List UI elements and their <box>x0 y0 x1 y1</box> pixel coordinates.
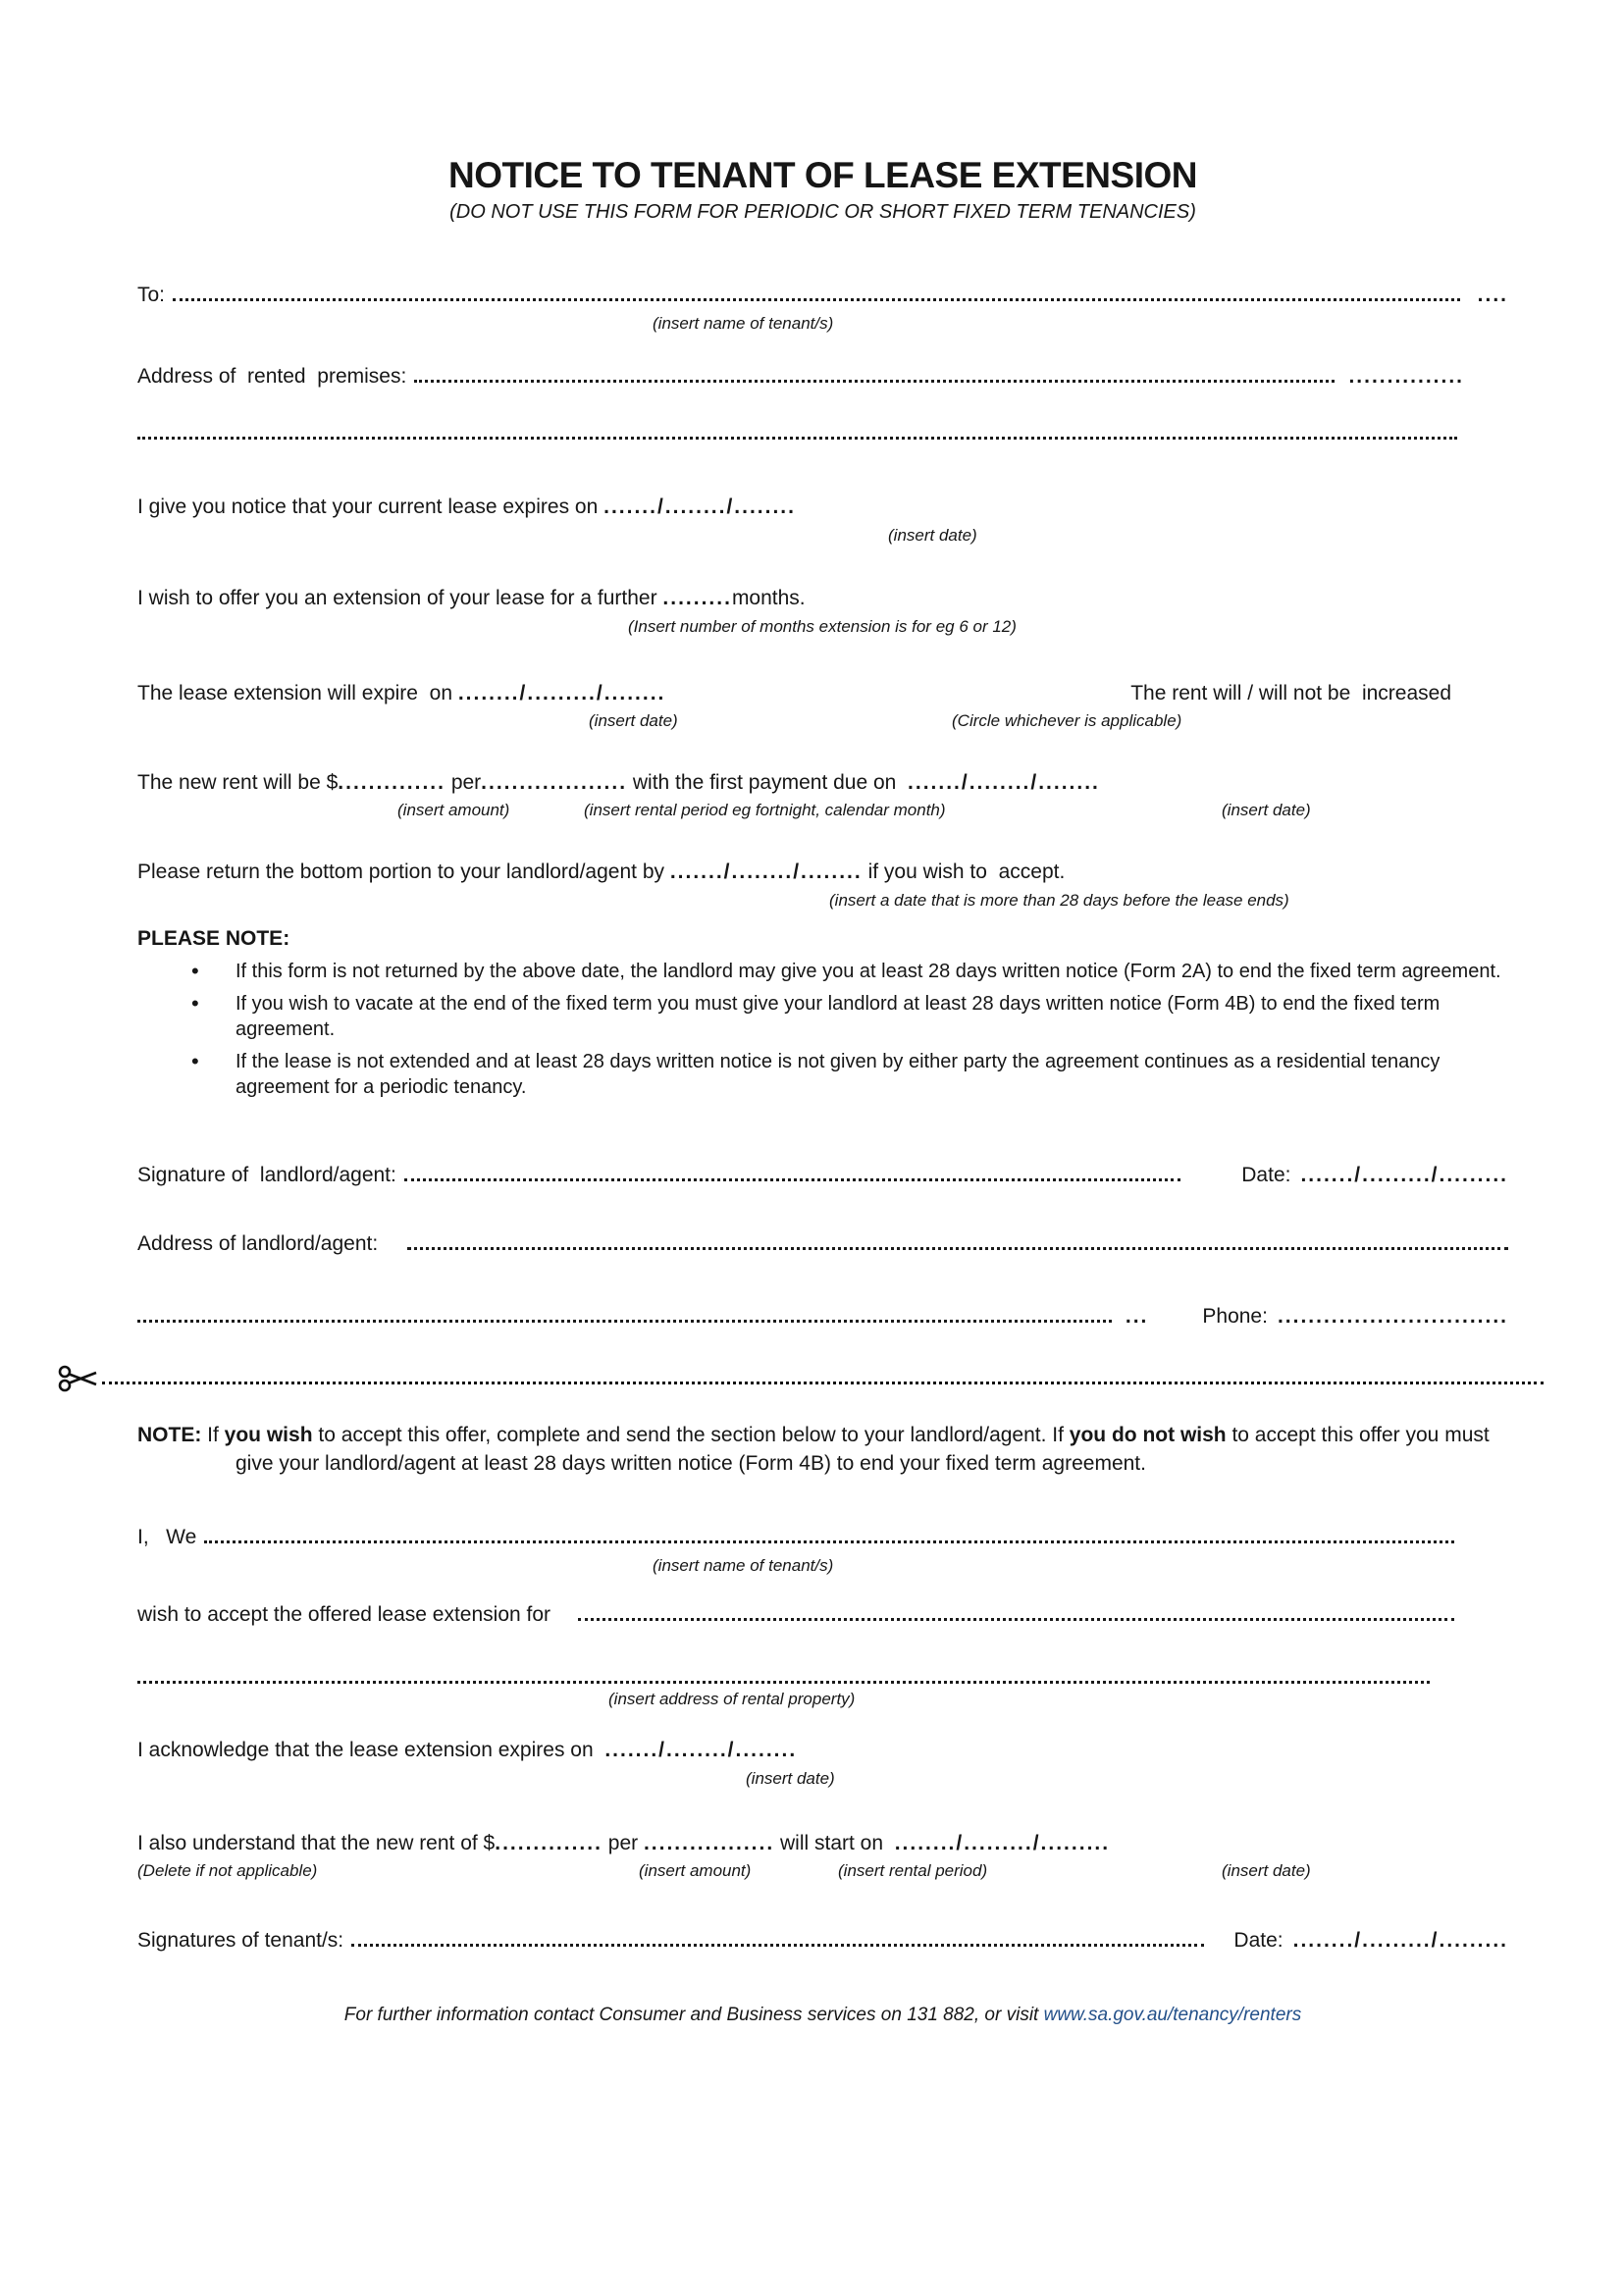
landlord-address-fill-line <box>407 1247 1508 1250</box>
scissors-icon <box>57 1363 100 1399</box>
extension-expiry-captions <box>137 711 1508 733</box>
new-rent-ack-text-3: will start on <box>774 1832 895 1854</box>
form-subtitle: (DO NOT USE THIS FORM FOR PERIODIC OR SHORT FIXED TERM TENANCIES) <box>449 201 1196 223</box>
please-note-bullet-3: • If the lease is not extended and at least 28 days written notice is not given by either party the agreement continues as a residential tenancy agreement for a periodic tenancy. <box>137 1049 1508 1100</box>
date-label: Date: <box>1233 1929 1283 1952</box>
please-note-bullet-1: • If this form is not returned by the above date, the landlord may give you at least 28 days written notice (Form 2A) to end the fixed term agreement. <box>137 959 1508 984</box>
cut-note-label: NOTE: <box>137 1424 202 1446</box>
new-rent-text-1: The new rent will be $ <box>137 771 339 794</box>
new-rent-amount-fill: .............. <box>338 771 445 794</box>
footer <box>137 2005 1508 2026</box>
tenant-signatures-row <box>137 1928 1508 1954</box>
new-rent-row <box>137 770 1508 796</box>
footer-link[interactable]: www.sa.gov.au/tenancy/renters <box>1043 2005 1302 2025</box>
insert-rental-period-caption: (insert rental period) <box>838 1861 988 1880</box>
new-rent-text-2: per <box>445 771 482 794</box>
new-rent-text-3: with the first payment due on <box>627 771 909 794</box>
new-rent-ack-captions <box>137 1861 1508 1883</box>
form-title: NOTICE TO TENANT OF LEASE EXTENSION <box>448 155 1197 195</box>
return-by-text-1: Please return the bottom portion to your landlord/agent by <box>137 861 670 883</box>
tenant-signatures-label: Signatures of tenant/s: <box>137 1929 344 1952</box>
extension-expiry-row <box>137 681 1508 706</box>
tenant-name-fill-tail: .... <box>1477 284 1508 306</box>
acknowledge-date-fill: ......./......../........ <box>604 1739 798 1761</box>
phone-fill: .............................. <box>1277 1305 1508 1328</box>
tenant-date-fill: ......../........./......... <box>1292 1929 1508 1952</box>
rented-premises-fill-line <box>414 380 1335 383</box>
landlord-date-fill: ......./........./......... <box>1300 1164 1508 1186</box>
cut-note-bold-2: you do not wish <box>1069 1424 1227 1446</box>
tenant-names-fill-line <box>204 1540 1454 1543</box>
tenant-signatures-fill-line <box>351 1944 1204 1947</box>
new-rent-ack-period-fill: ................. <box>643 1832 775 1854</box>
extension-offer-text: I wish to offer you an extension of your lease for a further <box>137 587 663 609</box>
tenant-name-caption: (insert name of tenant/s) <box>653 1556 834 1575</box>
insert-date-caption: (insert date) <box>589 711 678 730</box>
insert-date-caption: (insert date) <box>888 526 977 545</box>
please-note-heading: PLEASE NOTE: <box>137 927 290 950</box>
landlord-address-fill-line-2 <box>137 1320 1112 1323</box>
new-rent-captions <box>137 801 1508 822</box>
wish-accept-text: wish to accept the offered lease extension for <box>137 1603 551 1626</box>
new-rent-ack-text-1: I also understand that the new rent of $ <box>137 1832 496 1854</box>
lease-expires-date-fill: ......./......../........ <box>603 496 796 518</box>
phone-label: Phone: <box>1202 1305 1268 1328</box>
rented-premises-fill-tail: ............... <box>1348 365 1464 388</box>
return-by-row <box>137 860 1508 885</box>
lease-expires-row <box>137 495 1508 520</box>
lease-expires-text: I give you notice that your current lease expires on <box>137 496 604 518</box>
cut-note-text-2: to accept this offer, complete and send the section below to your landlord/agent. If <box>312 1424 1070 1446</box>
extension-expiry-date-fill: ......../........./........ <box>457 682 666 704</box>
cut-note-paragraph <box>137 1421 1508 1478</box>
landlord-address-row <box>137 1231 1508 1257</box>
landlord-phone-row <box>137 1304 1508 1330</box>
return-date-caption: (insert a date that is more than 28 days before the lease ends) <box>829 891 1289 910</box>
please-note-bullet-2: • If you wish to vacate at the end of the fixed term you must give your landlord at least 28 days written notice (Form 4B) to end the fixed term agreement. <box>137 991 1508 1042</box>
cut-here-dotted-rule <box>102 1378 1544 1384</box>
new-rent-date-fill: ......./......../........ <box>908 771 1100 794</box>
footer-text: For further information contact Consumer and Business services on 131 882, or visit <box>343 2005 1044 2025</box>
rental-property-caption: (insert address of rental property) <box>608 1690 856 1708</box>
insert-date-caption: (insert date) <box>1222 801 1311 819</box>
rented-premises-label: Address of rented premises: <box>137 365 407 388</box>
landlord-signature-label: Signature of landlord/agent: <box>137 1164 396 1186</box>
to-row <box>137 283 1508 308</box>
acknowledge-row <box>137 1738 1508 1763</box>
landlord-address-fill-tail: ... <box>1125 1305 1149 1328</box>
new-rent-ack-row <box>137 1831 1508 1856</box>
insert-amount-caption: (insert amount) <box>639 1861 752 1880</box>
new-rent-period-fill: ................... <box>481 771 628 794</box>
insert-months-caption: (Insert number of months extension is for eg 6 or 12) <box>628 617 1017 636</box>
tenant-name-fill-line <box>173 298 1460 301</box>
new-rent-ack-date-fill: ......../........./......... <box>894 1832 1111 1854</box>
to-label: To: <box>137 284 166 306</box>
return-by-date-fill: ......./......../........ <box>669 861 863 883</box>
insert-date-caption: (insert date) <box>1222 1861 1311 1880</box>
insert-date-caption: (insert date) <box>746 1769 835 1788</box>
return-by-text-2: if you wish to accept. <box>862 861 1066 883</box>
rental-property-fill-line <box>137 1677 1430 1684</box>
circle-applicable-caption: (Circle whichever is applicable) <box>952 711 1182 730</box>
extension-months-suffix: months. <box>731 587 806 609</box>
delete-if-not-applicable-caption: (Delete if not applicable) <box>137 1861 318 1880</box>
wish-accept-fill-line <box>578 1618 1454 1621</box>
tenant-name-caption: (insert name of tenant/s) <box>653 314 834 333</box>
acknowledge-text: I acknowledge that the lease extension expires on <box>137 1739 605 1761</box>
landlord-signature-row <box>137 1163 1508 1188</box>
landlord-signature-fill-line <box>404 1178 1180 1181</box>
i-we-row <box>137 1525 1508 1550</box>
cut-note-text-3: to accept this offer you must give your landlord/agent at least 28 days written notice (Form 4B) to end your fixed term agreement. <box>236 1424 1495 1475</box>
rented-premises-row <box>137 364 1508 390</box>
insert-amount-caption: (insert amount) <box>397 801 510 819</box>
date-label: Date: <box>1241 1164 1291 1186</box>
rented-premises-fill-line-2 <box>137 433 1457 440</box>
new-rent-ack-amount-fill: .............. <box>495 1832 602 1854</box>
cut-note-bold-1: you wish <box>224 1424 313 1446</box>
cut-note-text-1: If <box>201 1424 225 1446</box>
rent-increase-text: The rent will / will not be increased <box>1130 682 1451 704</box>
cut-here-line <box>57 1363 1544 1399</box>
extension-expiry-text: The lease extension will expire on <box>137 682 458 704</box>
extension-expiry-group <box>137 681 665 706</box>
i-we-label: I, We <box>137 1526 197 1548</box>
insert-rental-period-caption: (insert rental period eg fortnight, calendar month) <box>584 801 946 819</box>
extension-months-fill: ......... <box>662 587 732 609</box>
wish-accept-row <box>137 1602 1508 1628</box>
landlord-address-label: Address of landlord/agent: <box>137 1232 379 1255</box>
extension-offer-row <box>137 586 1508 611</box>
new-rent-ack-text-2: per <box>602 1832 644 1854</box>
please-note-list <box>137 959 1508 1100</box>
